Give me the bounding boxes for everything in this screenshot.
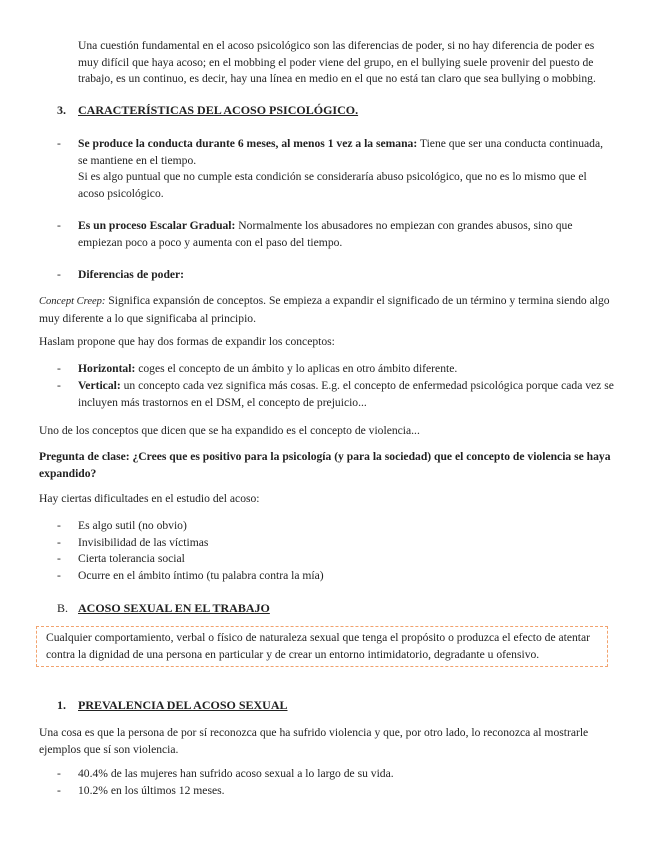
list-item-text: coges el concepto de un ámbito y lo aplicas en otro ámbito diferente. (135, 362, 458, 375)
list-item: Es algo sutil (no obvio) (78, 519, 187, 532)
list-item-bold: Se produce la conducta durante 6 meses, al menos 1 vez a la semana: (78, 137, 418, 150)
list-bullet: - (57, 137, 61, 150)
section-b-number: B. (57, 601, 69, 615)
list-bullet: - (57, 569, 61, 582)
list-item (78, 378, 615, 411)
list-item-extra: Si es algo puntual que no cumple esta condición se consideraría abuso psicológico, que no es lo mismo que el acoso psicológico. (78, 170, 587, 200)
list-bullet: - (57, 784, 61, 797)
concept-creep-term: Concept Creep: (39, 296, 106, 307)
list-item (78, 136, 615, 169)
haslam-intro: Haslam propone que hay dos formas de expandir los conceptos: (39, 335, 335, 348)
list-item: Ocurre en el ámbito íntimo (tu palabra contra la mía) (78, 569, 324, 582)
violence-paragraph: Uno de los conceptos que dicen que se ha expandido es el concepto de violencia... (39, 424, 420, 437)
list-item-bold: Es un proceso Escalar Gradual: (78, 219, 236, 232)
class-question: Pregunta de clase: ¿Crees que es positivo para la psicología (y para la sociedad) que el concepto de violencia se haya expandido? (39, 450, 611, 480)
list-item-text: Tiene que ser una conducta continuada, se mantiene en el tiempo. (78, 137, 603, 167)
list-item-bold: Horizontal: (78, 362, 136, 375)
definition-text: Cualquier comportamiento, verbal o físico de naturaleza sexual que tenga el propósito o produzca el efecto de atentar contra la dignidad de una persona en particular y de crear un entorno intimidatorio, degradante u ofensivo. (46, 631, 591, 661)
list-item (78, 267, 615, 284)
list-item: 40.4% de las mujeres han sufrido acoso sexual a lo largo de su vida. (78, 767, 394, 780)
list-bullet: - (57, 519, 61, 532)
concept-creep-paragraph (39, 293, 615, 327)
list-item: Invisibilidad de las víctimas (78, 536, 209, 549)
section-b-title: ACOSO SEXUAL EN EL TRABAJO (78, 601, 270, 615)
list-item: 10.2% en los últimos 12 meses. (78, 784, 225, 797)
section-3-number: 3. (57, 103, 66, 117)
section-3-title: CARACTERÍSTICAS DEL ACOSO PSICOLÓGICO. (78, 103, 359, 117)
section-1-title: PREVALENCIA DEL ACOSO SEXUAL (78, 698, 288, 712)
list-bullet: - (57, 552, 61, 565)
list-bullet: - (57, 219, 61, 232)
intro-paragraph: Una cuestión fundamental en el acoso psicológico son las diferencias de poder, si no hay diferencia de poder es muy difícil que haya acoso; en el mobbing el poder viene del grupo, en el bullying suele provenir del puesto de trabajo, es un continuo, es decir, hay una línea en medio en el que no está tan claro que sea bullying o mobbing. (78, 39, 596, 86)
prevalence-paragraph: Una cosa es que la persona de por sí reconozca que ha sufrido violencia y que, por otro lado, lo reconozca al mostrarle ejemplos que sí son violencia. (39, 726, 589, 756)
list-item: Cierta tolerancia social (78, 552, 185, 565)
definition-box (36, 626, 608, 667)
list-item (78, 361, 615, 378)
list-bullet: - (57, 767, 61, 780)
list-item-text: un concepto cada vez significa más cosas. E.g. el concepto de enfermedad psicológica porque cada vez se incluyen más trastornos en el DSM, el concepto de prejuicio... (78, 379, 614, 409)
list-item-bold: Diferencias de poder: (78, 268, 185, 281)
section-1-number: 1. (57, 698, 66, 712)
list-bullet: - (57, 268, 61, 281)
concept-creep-text: Significa expansión de conceptos. Se empieza a expandir el significado de un término y termina siendo algo muy diferente a lo que significaba al principio. (39, 294, 610, 325)
difficulties-intro: Hay ciertas dificultades en el estudio del acoso: (39, 492, 260, 505)
list-bullet: - (57, 379, 61, 392)
list-item (78, 218, 615, 251)
list-item-bold: Vertical: (78, 379, 121, 392)
list-bullet: - (57, 362, 61, 375)
list-bullet: - (57, 536, 61, 549)
list-item-text: Normalmente los abusadores no empiezan con grandes abusos, sino que empiezan poco a poco y aumenta con el paso del tiempo. (78, 219, 573, 249)
